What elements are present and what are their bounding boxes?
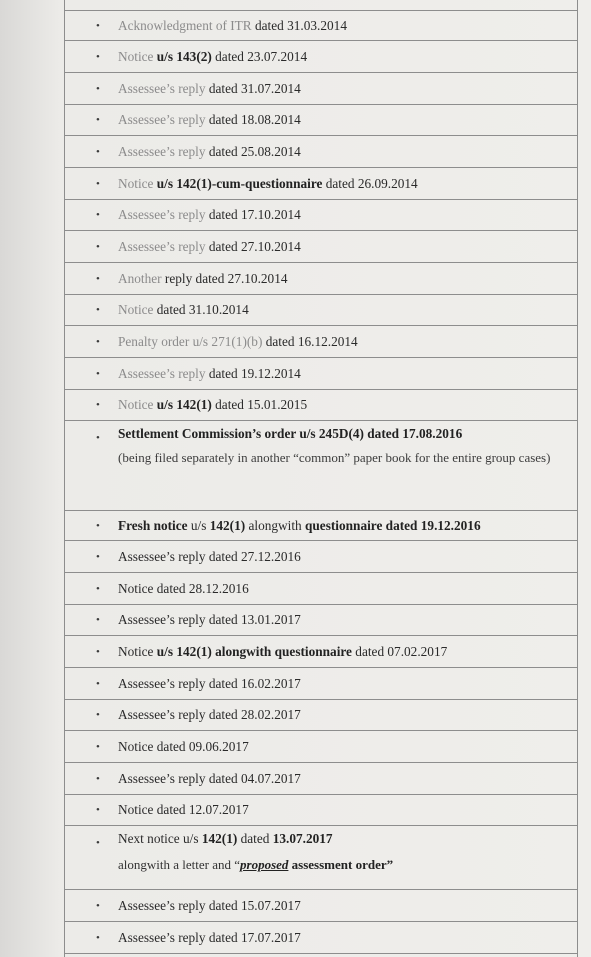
list-item — [64, 541, 577, 573]
text-segment: dated — [237, 831, 273, 846]
list-item — [64, 731, 577, 763]
bullet-icon: • — [96, 304, 100, 316]
text-segment: reply dated 27.10.2014 — [161, 270, 288, 286]
text-segment: Notice — [118, 175, 157, 191]
bullet-icon: • — [96, 399, 100, 411]
item-text — [118, 206, 569, 224]
text-segment: dated 31.10.2014 — [153, 302, 249, 317]
list-item — [64, 358, 577, 390]
text-segment: dated 18.08.2014 — [205, 112, 301, 127]
text-segment: dated 16.12.2014 — [262, 333, 358, 349]
text-segment: Another — [118, 270, 162, 286]
text-segment: dated 15.01.2015 — [211, 397, 308, 412]
text-segment: Assessee’s reply — [118, 238, 206, 254]
text-segment: dated 25.08.2014 — [205, 143, 301, 159]
table-right-border — [577, 0, 578, 957]
item-text — [118, 333, 569, 351]
list-item — [64, 922, 577, 954]
item-text — [118, 175, 569, 193]
text-segment: 142(1) — [201, 831, 238, 846]
bullet-icon: • — [96, 899, 100, 912]
list-item — [64, 295, 577, 326]
list-item — [64, 136, 577, 168]
text-segment: dated 23.07.2014 — [211, 48, 308, 64]
item-text — [118, 301, 569, 319]
text-segment: Assessee’s reply dated 27.12.2016 — [118, 548, 301, 564]
bullet-icon: • — [96, 772, 100, 785]
list-item — [64, 10, 577, 41]
item-text — [118, 80, 569, 98]
item-text — [118, 770, 569, 788]
item-text — [118, 801, 569, 819]
item-text — [118, 111, 569, 129]
list-item — [64, 105, 577, 136]
text-segment: Notice — [118, 302, 154, 317]
text-segment: Next notice u/s — [118, 831, 202, 846]
text-segment: Assessee’s reply dated 16.02.2017 — [118, 675, 301, 691]
item-text — [118, 897, 569, 915]
item-text — [118, 675, 569, 693]
text-segment: assessment order” — [288, 857, 394, 872]
list-item — [64, 795, 577, 826]
list-item — [64, 826, 577, 890]
text-segment: Assessee’s reply dated 28.02.2017 — [118, 707, 301, 722]
bullet-icon: • — [96, 114, 100, 126]
text-segment: Notice dated 28.12.2016 — [118, 580, 249, 596]
bullet-icon: • — [96, 709, 100, 721]
bullet-icon: • — [96, 177, 100, 190]
bullet-icon: • — [96, 519, 100, 532]
text-segment: alongwith a letter and — [118, 857, 235, 872]
list-item — [64, 263, 577, 295]
text-segment: Notice — [118, 643, 157, 659]
text-segment: dated 07.02.2017 — [351, 643, 448, 659]
item-text — [118, 270, 569, 288]
text-segment: 13.07.2017 — [272, 831, 333, 846]
item-text — [118, 365, 569, 383]
bullet-icon: • — [96, 145, 100, 158]
bullet-icon: • — [96, 19, 100, 32]
item-text — [118, 143, 569, 161]
list-item — [64, 73, 577, 105]
text-segment: Assessee’s reply dated 15.07.2017 — [118, 897, 301, 913]
document-list — [64, 10, 577, 954]
list-item — [64, 41, 577, 73]
bullet-icon: • — [96, 272, 100, 285]
bullet-icon: • — [96, 367, 100, 380]
list-item — [64, 390, 577, 421]
bullet-icon: • — [96, 582, 100, 595]
text-segment: Notice — [118, 397, 157, 412]
bullet-icon: • — [96, 645, 100, 658]
bullet-icon: • — [96, 677, 100, 690]
text-segment: dated 19.12.2014 — [205, 365, 301, 381]
item-text — [118, 548, 569, 566]
item-text — [118, 929, 569, 947]
list-item — [64, 636, 577, 668]
text-segment: dated 31.03.2014 — [251, 17, 347, 33]
item-text — [118, 238, 569, 256]
item-text — [118, 643, 569, 661]
text-segment: Acknowledgment of ITR — [118, 17, 252, 33]
list-item — [64, 326, 577, 358]
bullet-icon: • — [96, 550, 100, 563]
bullet-icon: • — [96, 614, 100, 626]
list-item — [64, 573, 577, 605]
bullet-icon: • — [96, 432, 100, 444]
item-text — [118, 738, 569, 756]
text-segment: u/s 143(2) — [156, 48, 212, 64]
text-segment: Settlement Commission’s order u/s 245D(4) dated 17.08.2016 — [118, 426, 463, 441]
list-item — [64, 605, 577, 636]
text-segment: Assessee’s reply dated 04.07.2017 — [118, 770, 301, 786]
item-text — [118, 425, 569, 443]
bullet-icon: • — [96, 837, 100, 849]
list-item — [64, 763, 577, 795]
text-segment: Fresh notice — [118, 517, 191, 533]
text-segment: Assessee’s reply dated 17.07.2017 — [118, 929, 301, 945]
bullet-icon: • — [96, 50, 100, 63]
text-segment: Assessee’s reply dated 13.01.2017 — [118, 612, 301, 627]
list-item — [64, 668, 577, 700]
text-segment: Notice dated 09.06.2017 — [118, 738, 249, 754]
text-segment: u/s 142(1) alongwith questionnaire — [156, 643, 352, 659]
item-note — [118, 856, 569, 873]
item-text — [118, 580, 569, 598]
text-segment: Assessee’s reply — [118, 207, 206, 222]
list-item — [64, 511, 577, 541]
text-segment: proposed — [240, 857, 289, 872]
text-segment: u/s — [190, 517, 210, 533]
bullet-icon: • — [96, 240, 100, 253]
item-text — [118, 396, 569, 414]
text-segment: Assessee’s reply — [118, 112, 206, 127]
item-text — [118, 517, 569, 535]
bullet-icon: • — [96, 335, 100, 348]
bullet-icon: • — [96, 82, 100, 95]
text-segment: Assessee’s reply — [118, 365, 206, 381]
list-item — [64, 700, 577, 731]
item-note: (being filed separately in another “common” paper book for the entire group cases) — [118, 450, 551, 465]
list-item — [64, 168, 577, 200]
text-segment: dated 26.09.2014 — [322, 175, 418, 191]
text-segment: “ — [234, 857, 241, 872]
list-item — [64, 890, 577, 922]
item-text — [118, 706, 569, 724]
text-segment: dated 27.10.2014 — [205, 238, 301, 254]
item-text — [118, 48, 569, 66]
text-segment: dated 17.10.2014 — [205, 207, 301, 222]
item-text — [118, 611, 569, 629]
list-item — [64, 421, 577, 511]
text-segment: dated 31.07.2014 — [205, 80, 301, 96]
bullet-icon: • — [96, 931, 100, 944]
text-segment: u/s 142(1)-cum-questionnaire — [156, 175, 323, 191]
text-segment: questionnaire dated 19.12.2016 — [305, 517, 481, 533]
bullet-icon: • — [96, 804, 100, 816]
text-segment: Notice — [118, 48, 157, 64]
list-item — [64, 231, 577, 263]
text-segment: u/s 142(1) — [156, 397, 212, 412]
bullet-icon: • — [96, 740, 100, 753]
text-segment: alongwith — [245, 517, 306, 533]
list-item — [64, 200, 577, 231]
text-segment: Notice dated 12.07.2017 — [118, 802, 249, 817]
text-segment: 142(1) — [209, 517, 246, 533]
item-text — [118, 830, 569, 848]
text-segment: Assessee’s reply — [118, 143, 206, 159]
text-segment: Assessee’s reply — [118, 80, 206, 96]
item-text — [118, 17, 569, 35]
bullet-icon: • — [96, 209, 100, 221]
text-segment: Penalty order u/s 271(1)(b) — [118, 333, 263, 349]
